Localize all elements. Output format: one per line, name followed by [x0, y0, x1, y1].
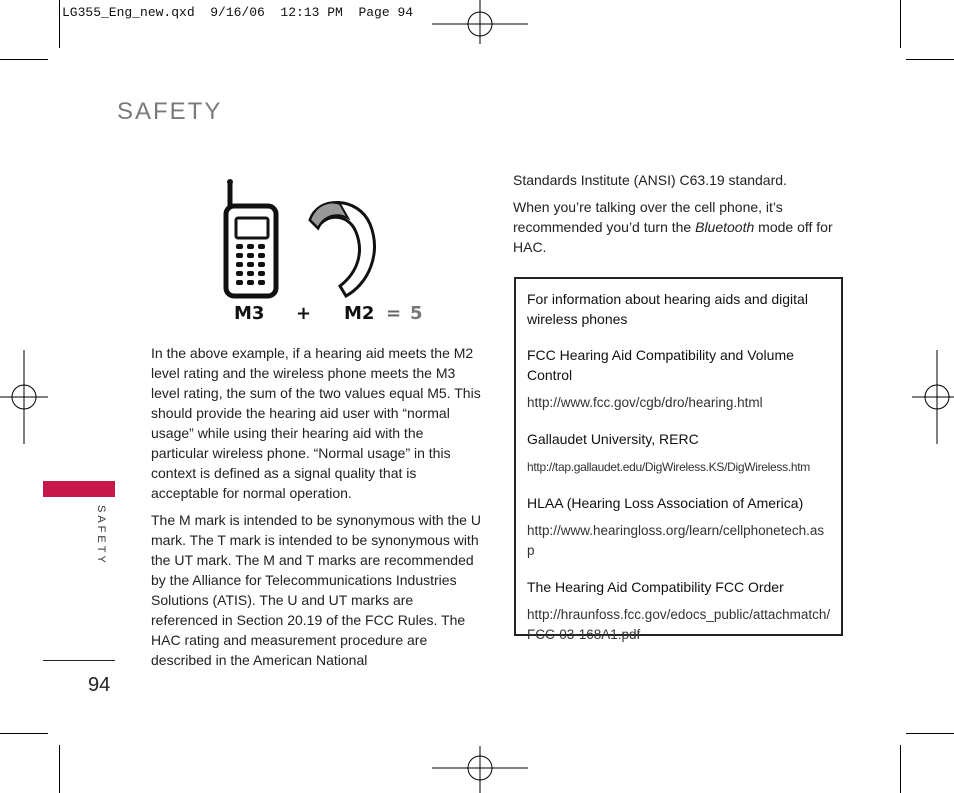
figure-label-m2: M2 [344, 303, 375, 324]
page-title: SAFETY [117, 98, 223, 125]
paragraph-m-mark: The M mark is intended to be synonymous with the U mark. The T mark is intended to be synonymous with the UT mark. The M and T marks are recommended by the Alliance for Telecommunications Industries Solutions (ATIS). The U and UT marks are referenced in Section 20.19 of the FCC Rules. The HAC rating and measurement procedure are described in the American National [151, 512, 481, 668]
print-header: LG355_Eng_new.qxd 9/16/06 12:13 PM Page 94 [62, 5, 414, 20]
paragraph-bluetooth: When you’re talking over the cell phone, it’s recommended you’d turn the Bluetooth mode off for HAC. [513, 199, 833, 255]
fcc-order-link[interactable]: http://hraunfoss.fcc.gov/edocs_public/attachmatch/FCC-03-168A1.pdf [527, 607, 831, 642]
right-column [513, 170, 848, 264]
paragraph-example: In the above example, if a hearing aid meets the M2 level rating and the wireless phone meets the M3 level rating, the sum of the two values equal M5. This should provide the hearing aid user with “normal usage” while using their hearing aid with the particular wireless phone. “Normal usage” in this context is defined as a signal quality that is acceptable for normal operation. [151, 345, 481, 501]
hlaa-title: HLAA (Hearing Loss Association of America) [527, 495, 804, 511]
section-tab-bar [43, 481, 115, 497]
cell-phone-icon [226, 179, 276, 296]
page-divider [43, 660, 115, 661]
figure-result: 5 [410, 303, 423, 324]
info-heading: For information about hearing aids and digital wireless phones [527, 291, 808, 327]
paragraph-ansi: Standards Institute (ANSI) C63.19 standard. [513, 172, 787, 188]
fcc-link[interactable]: http://www.fcc.gov/cgb/dro/hearing.html [527, 395, 763, 410]
gallaudet-title: Gallaudet University, RERC [527, 431, 699, 447]
section-tab-label: SAFETY [95, 505, 107, 566]
gallaudet-link[interactable]: http://tap.gallaudet.edu/DigWireless.KS/DigWireless.htm [527, 460, 810, 474]
fcc-title: FCC Hearing Aid Compatibility and Volume Control [527, 347, 794, 383]
hearing-aid-icon [310, 202, 374, 296]
left-column [151, 343, 481, 677]
hac-rating-illustration [218, 174, 438, 324]
fcc-order-title: The Hearing Aid Compatibility FCC Order [527, 579, 784, 595]
figure-label-m3: M3 [234, 303, 265, 324]
hlaa-link[interactable]: http://www.hearingloss.org/learn/cellphonetech.asp [527, 523, 825, 558]
figure-plus: + [296, 303, 312, 324]
hearing-aid-info-box [514, 277, 843, 642]
page-number: 94 [88, 674, 111, 696]
figure-equals: = [386, 303, 402, 324]
